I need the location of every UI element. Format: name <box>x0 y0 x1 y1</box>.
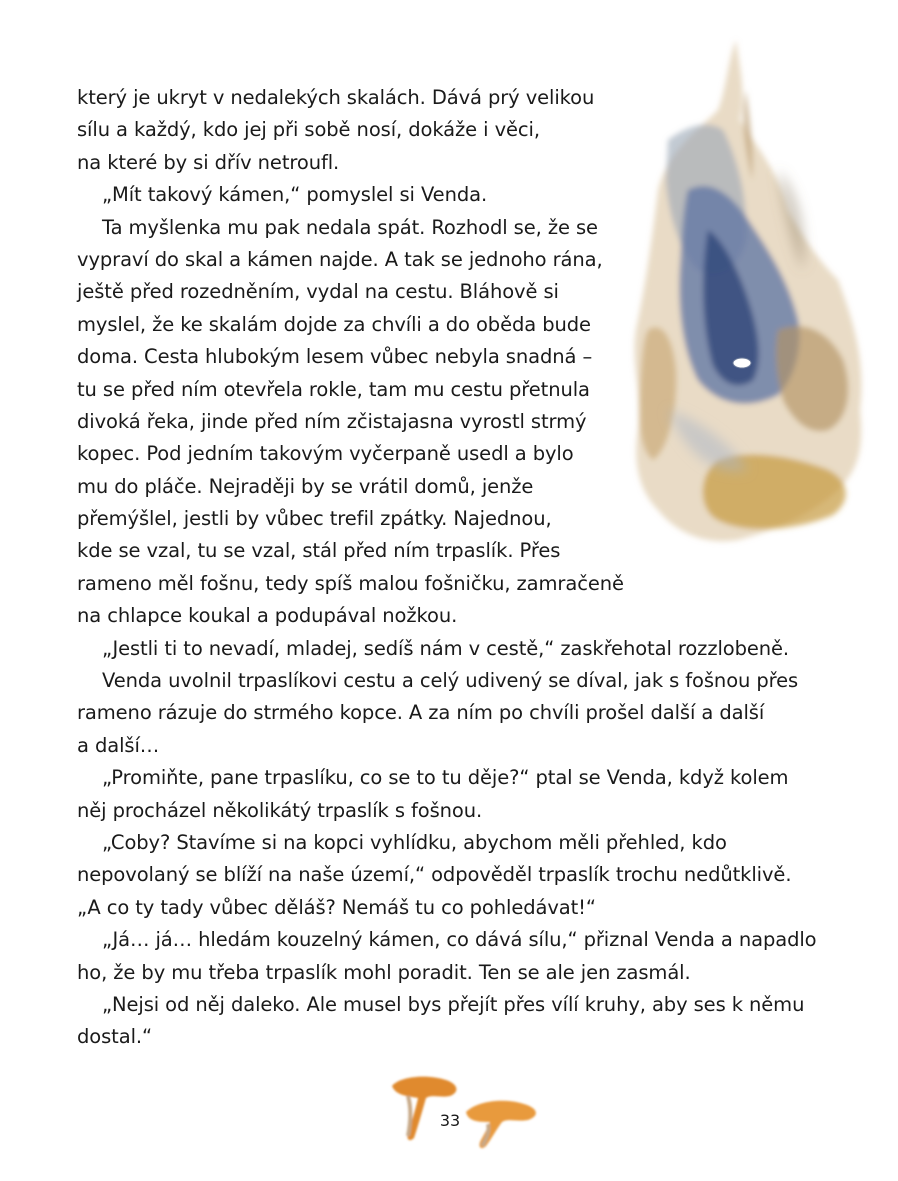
text-line: myslel, že ke skalám dojde za chvíli a do oběda bude <box>77 312 591 336</box>
text-line: na které by si dřív netroufl. <box>77 150 340 174</box>
text-line: kopec. Pod jedním takovým vyčerpaně usedl a bylo <box>77 442 574 466</box>
text-line: který je ukryt v nedalekých skalách. Dává prý velikou <box>77 86 595 109</box>
text-line: sílu a každý, kdo jej při sobě nosí, dokáže i věci, <box>77 118 540 142</box>
page-number: 33 <box>439 1111 461 1130</box>
text-line: tu se před ním otevřela rokle, tam mu cestu přetnula <box>77 377 590 401</box>
text-line: „Jestli ti to nevadí, mladej, sedíš nám v cestě,“ zaskřehotal rozzlobeně. <box>102 636 790 660</box>
text-line: „A co ty tady vůbec děláš? Nemáš tu co pohledávat!“ <box>77 895 596 919</box>
text-line: vypraví do skal a kámen najde. A tak se jednoho rána, <box>77 247 603 271</box>
text-line: rameno měl fošnu, tedy spíš malou fošničku, zamračeně <box>77 571 624 595</box>
text-line: na chlapce koukal a podupával nožkou. <box>77 604 458 628</box>
text-line: nepovolaný se blíží na naše území,“ odpověděl trpaslík trochu nedůtklivě. <box>77 863 792 887</box>
text-line: přemýšlel, jestli by vůbec trefil zpátky. Najednou, <box>77 507 552 531</box>
text-line: něj procházel několikátý trpaslík s fošnou. <box>77 798 483 822</box>
text-line: „Nejsi od něj daleko. Ale musel bys přejít přes vílí kruhy, aby ses k němu <box>102 992 805 1016</box>
chanterelle-mushrooms-illustration <box>388 1072 548 1152</box>
story-text <box>77 82 847 1054</box>
text-line: ho, že by mu třeba trpaslík mohl poradit. Ten se ale jen zasmál. <box>77 960 691 984</box>
text-line: mu do pláče. Nejraději by se vrátil domů, jenže <box>77 474 534 498</box>
text-line: „Já… já… hledám kouzelný kámen, co dává sílu,“ přiznal Venda a napadlo <box>102 928 817 952</box>
text-line: kde se vzal, tu se vzal, stál před ním trpaslík. Přes <box>77 539 561 563</box>
text-line: rameno rázuje do strmého kopce. A za ním po chvíli prošel další a další <box>77 701 765 725</box>
text-line: Ta myšlenka mu pak nedala spát. Rozhodl se, že se <box>102 215 598 239</box>
text-line: a další… <box>77 733 160 757</box>
text-line: „Coby? Stavíme si na kopci vyhlídku, abychom měli přehled, kdo <box>102 830 727 854</box>
text-line: dostal.“ <box>77 1025 152 1049</box>
text-line: doma. Cesta hlubokým lesem vůbec nebyla snadná – <box>77 345 593 369</box>
text-line: „Promiňte, pane trpaslíku, co se to tu děje?“ ptal se Venda, když kolem <box>102 766 789 790</box>
text-line: ještě před rozedněním, vydal na cestu. Bláhově si <box>77 280 559 304</box>
text-line: divoká řeka, jinde před ním zčistajasna vyrostl strmý <box>77 409 587 433</box>
text-line: „Mít takový kámen,“ pomyslel si Venda. <box>102 183 488 207</box>
text-line: Venda uvolnil trpaslíkovi cestu a celý udivený se díval, jak s fošnou přes <box>102 669 799 693</box>
